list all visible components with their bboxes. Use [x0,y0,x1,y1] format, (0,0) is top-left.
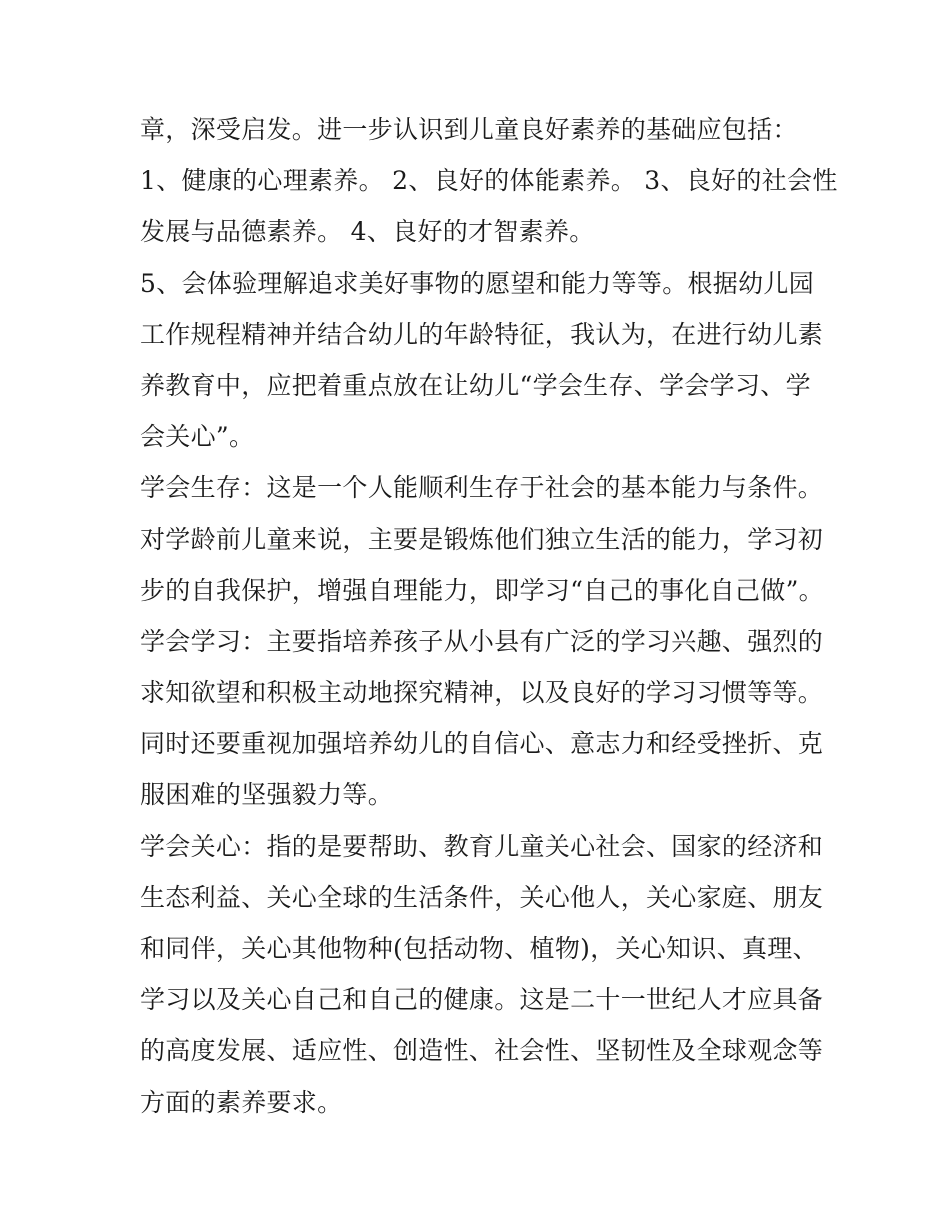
text-line: 5、会体验理解追求美好事物的愿望和能力等等。根据幼儿园 [140,268,815,298]
text-line: 求知欲望和积极主动地探究精神，以及良好的学习习惯等等。 [140,678,824,708]
text-line: 步的自我保护，增强自理能力，即学习“自己的事化自己做”。 [140,575,824,605]
text-line: 学习以及关心自己和自己的健康。这是二十一世纪人才应具备 [140,985,824,1015]
text-line: 生态利益、关心全球的生活条件，关心他人，关心家庭、朋友 [140,882,824,912]
text-line: 对学龄前儿童来说，主要是锻炼他们独立生活的能力，学习初 [140,524,824,554]
text-line: 养教育中，应把着重点放在让幼儿“学会生存、学会学习、学 [140,370,811,400]
body-text [140,104,838,1128]
text-line: 和同伴，关心其他物种(包括动物、植物)，关心知识、真理、 [140,934,818,963]
text-line: 学会学习：主要指培养孩子从小县有广泛的学习兴趣、强烈的 [140,626,824,656]
text-line: 方面的素养要求。 [140,1087,343,1117]
text-line: 学会关心：指的是要帮助、教育儿童关心社会、国家的经济和 [140,831,824,861]
text-line: 工作规程精神并结合幼儿的年龄特征，我认为，在进行幼儿素 [140,319,824,349]
text-line: 的高度发展、适应性、创造性、社会性、坚韧性及全球观念等 [140,1036,824,1066]
text-line: 学会生存：这是一个人能顺利生存于社会的基本能力与条件。 [140,473,824,503]
text-line: 会关心”。 [140,422,255,452]
text-line: 章，深受启发。进一步认识到儿童良好素养的基础应包括： [140,115,798,144]
text-line: 服困难的坚强毅力等。 [140,780,394,810]
text-line: 1、健康的心理素养。 2、良好的体能素养。 3、良好的社会性 [140,166,838,196]
text-line: 同时还要重视加强培养幼儿的自信心、意志力和经受挫折、克 [140,729,824,759]
text-line: 发展与品德素养。 4、良好的才智素养。 [140,217,595,247]
